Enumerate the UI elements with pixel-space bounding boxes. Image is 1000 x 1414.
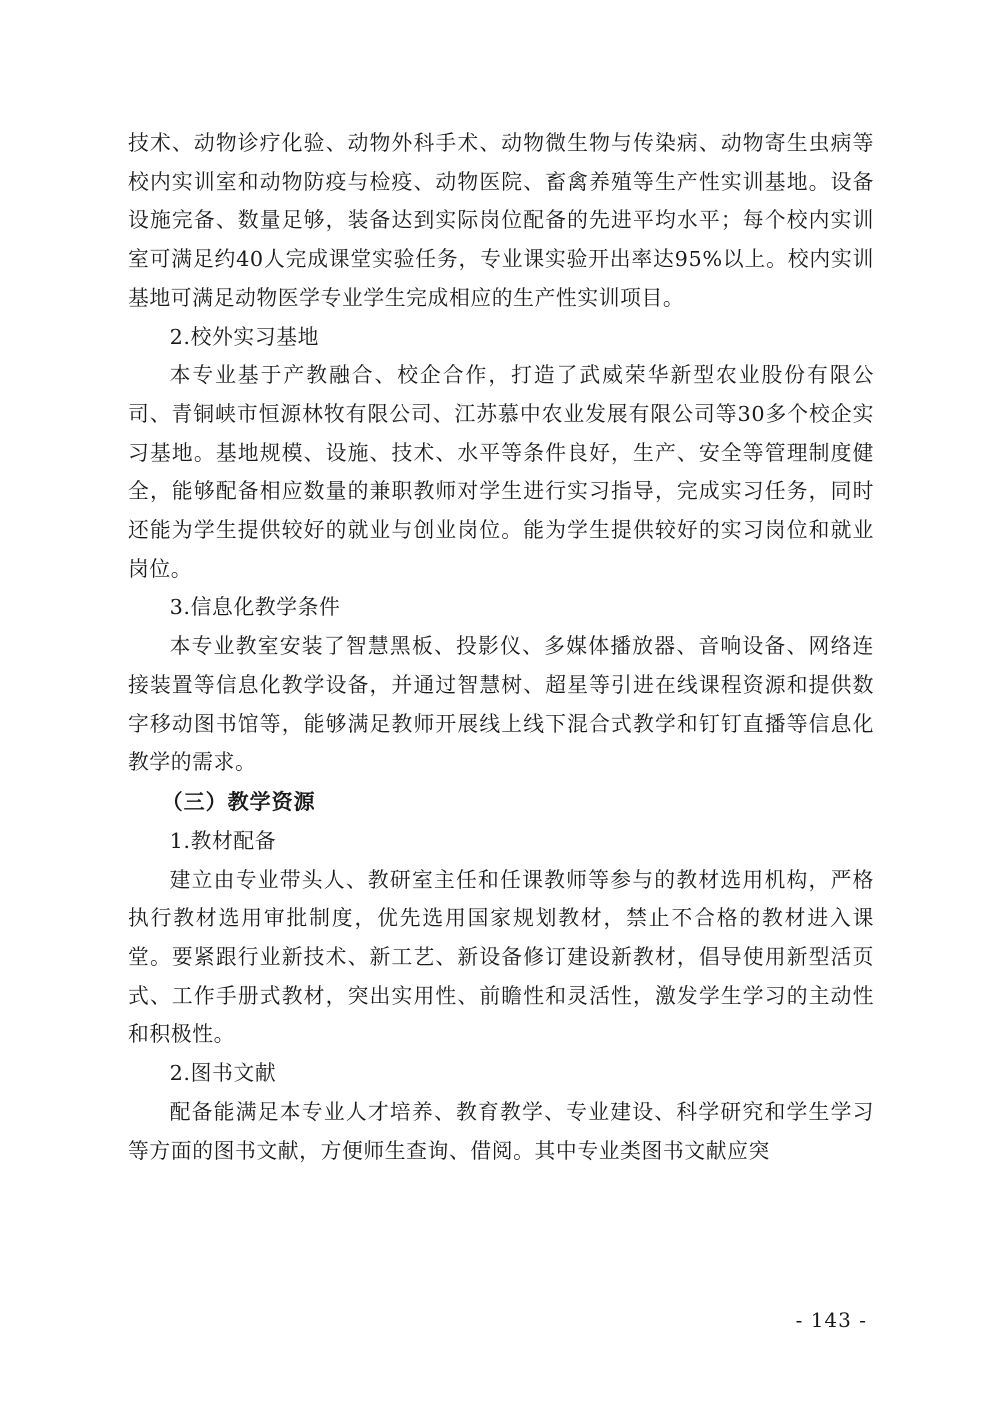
document-body: [128, 124, 874, 1170]
section-heading-teaching-resources: （三）教学资源: [161, 788, 316, 814]
subheading-textbooks: 1.教材配备: [169, 828, 277, 853]
page-number: - 143 -: [795, 1308, 867, 1332]
paragraph-it-conditions: 本专业教室安装了智慧黑板、投影仪、多媒体播放器、音响设备、网络连接装置等信息化教学设备，并通过智慧树、超星等引进在线课程资源和提供数字移动图书馆等，能够满足教师开展线上线下混合式教学和钉钉直播等信息化教学的需求。: [128, 634, 874, 775]
paragraph-library-literature: 配备能满足本专业人才培养、教育教学、专业建设、科学研究和学生学习等方面的图书文献，方便师生查询、借阅。其中专业类图书文献应突: [128, 1099, 874, 1163]
paragraph-continued: 技术、动物诊疗化验、动物外科手术、动物微生物与传染病、动物寄生虫病等校内实训室和动物防疫与检疫、动物医院、畜禽养殖等生产性实训基地。设备设施完备、数量足够，装备达到实际岗位配备的先进平均水平；每个校内实训室可满足约40人完成课堂实验任务，专业课实验开出率达95%以上。校内实训基地可满足动物医学专业学生完成相应的生产性实训项目。: [128, 131, 874, 310]
subheading-library-literature: 2.图书文献: [169, 1061, 277, 1086]
paragraph-offcampus-base: 本专业基于产教融合、校企合作，打造了武威荣华新型农业股份有限公司、青铜峡市恒源林牧有限公司、江苏慕中农业发展有限公司等30多个校企实习基地。基地规模、设施、技术、水平等条件良好，生产、安全等管理制度健全，能够配备相应数量的兼职教师对学生进行实习指导，完成实习任务，同时还能为学生提供较好的就业与创业岗位。能为学生提供较好的实习岗位和就业岗位。: [128, 363, 874, 581]
subheading-offcampus-base: 2.校外实习基地: [169, 324, 320, 349]
paragraph-textbooks: 建立由专业带头人、教研室主任和任课教师等参与的教材选用机构，严格执行教材选用审批制度，优先选用国家规划教材，禁止不合格的教材进入课堂。要紧跟行业新技术、新工艺、新设备修订建设新教材，倡导使用新型活页式、工作手册式教材，突出实用性、前瞻性和灵活性，激发学生学习的主动性和积极性。: [128, 867, 874, 1047]
subheading-it-conditions: 3.信息化教学条件: [169, 595, 341, 620]
